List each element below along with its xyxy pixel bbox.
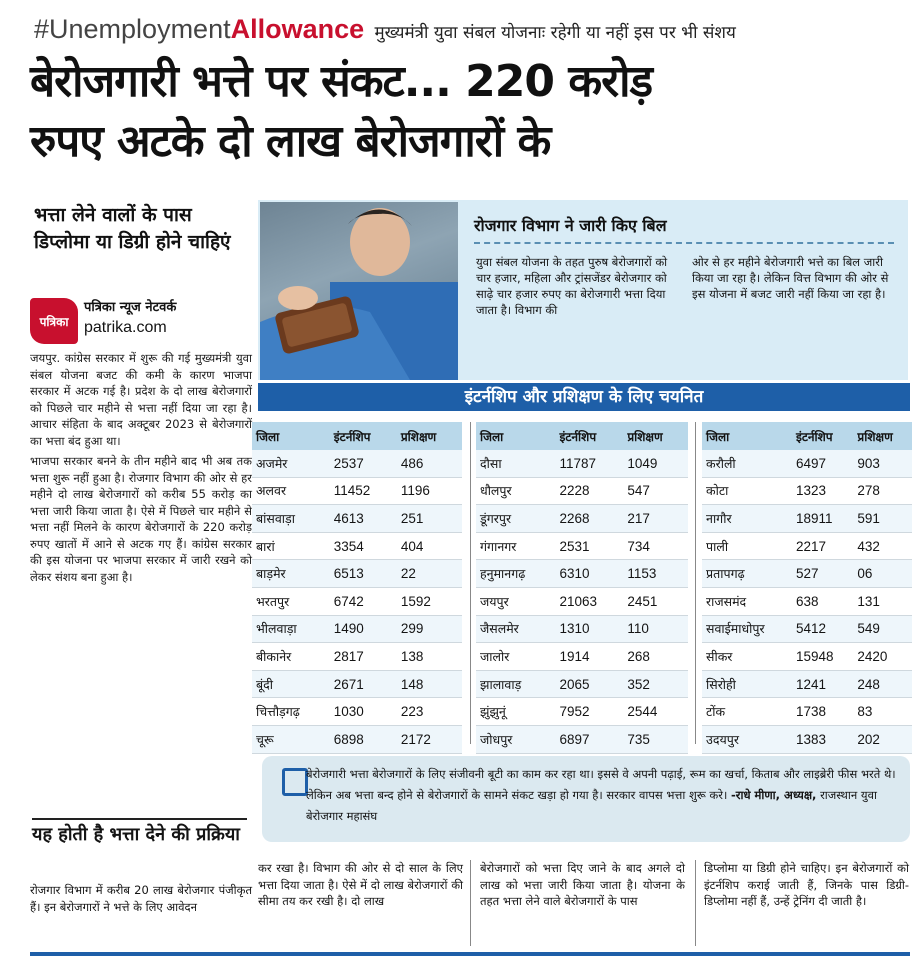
district-table-3	[702, 422, 912, 754]
table-header-row	[476, 422, 688, 450]
training-count: 1592	[397, 587, 462, 615]
district-name: भीलवाड़ा	[252, 615, 330, 643]
district-name: डूंगरपुर	[476, 505, 555, 533]
internship-count: 3354	[330, 532, 397, 560]
district-name: गंगानगर	[476, 532, 555, 560]
table-row	[252, 560, 462, 588]
hashtag	[34, 14, 364, 44]
table-row	[702, 587, 912, 615]
internship-count: 1383	[792, 725, 853, 753]
table-row	[702, 505, 912, 533]
internship-count: 2268	[555, 505, 623, 533]
district-name: अलवर	[252, 477, 330, 505]
training-count: 223	[397, 698, 462, 726]
info-box-title: रोजगार विभाग ने जारी किए बिल	[474, 214, 894, 244]
quote-text	[306, 764, 902, 827]
kicker-line	[34, 14, 914, 48]
table-row	[252, 643, 462, 671]
internship-count: 21063	[555, 587, 623, 615]
table-row	[702, 560, 912, 588]
table-row	[252, 477, 462, 505]
training-count: 1049	[623, 450, 688, 477]
district-name: भरतपुर	[252, 587, 330, 615]
district-name: अजमेर	[252, 450, 330, 477]
internship-count: 6310	[555, 560, 623, 588]
column-header: प्रशिक्षण	[397, 422, 462, 450]
table-row	[702, 532, 912, 560]
table-row	[476, 505, 688, 533]
bottom-divider	[695, 860, 696, 946]
training-count: 1153	[623, 560, 688, 588]
table-row	[476, 725, 688, 753]
training-count: 202	[853, 725, 912, 753]
district-name: सीकर	[702, 643, 792, 671]
training-count: 2451	[623, 587, 688, 615]
table-row	[252, 725, 462, 753]
district-name: सिरोही	[702, 670, 792, 698]
paragraph-2: भाजपा सरकार बनने के तीन महीने बाद भी अब तक भत्ता शुरू नहीं हुआ है। रोजगार विभाग की ओर से हर महीने दो लाख बेरोजगारों को करीब 55 करोड़ का भत्ता जारी किया जाता है। ऐसे में पिछले चार महीने से भत्ता नहीं मिलने के कारण बेरोजगारों के 220 करोड़ रुपए खातों में आने से अटक गए हैं। कांग्रेस सरकार की इस योजना पर भाजपा सरकार में जारी रखने को लेकर संशय बना हुआ है।	[30, 454, 252, 584]
column-header: जिला	[702, 422, 792, 450]
district-name: जयपुर	[476, 587, 555, 615]
table-row	[476, 670, 688, 698]
bottom-divider	[470, 860, 471, 946]
man-with-empty-wallet-photo	[260, 202, 458, 380]
training-count: 352	[623, 670, 688, 698]
kicker-text: मुख्यमंत्री युवा संबल योजनाः रहेगी या नहीं इस पर भी संशय	[374, 23, 736, 43]
training-count: 278	[853, 477, 912, 505]
table-row	[476, 532, 688, 560]
internship-count: 1914	[555, 643, 623, 671]
internship-count: 2217	[792, 532, 853, 560]
internship-count: 11787	[555, 450, 623, 477]
table-row	[476, 643, 688, 671]
internship-count: 2671	[330, 670, 397, 698]
hashtag-suffix: Allowance	[230, 14, 365, 44]
district-name: बाड़मेर	[252, 560, 330, 588]
internship-count: 1738	[792, 698, 853, 726]
district-name: पाली	[702, 532, 792, 560]
byline	[84, 298, 254, 338]
table-row	[476, 450, 688, 477]
internship-count: 2065	[555, 670, 623, 698]
paragraph-1: जयपुर. कांग्रेस सरकार में शुरू की गई मुख्यमंत्री युवा संबल योजना बजट की कमी के कारण भाजपा सरकार में अटक गई है। प्रदेश के दो लाख बेरोजगारों को पिछले चार महीने से भत्ता नहीं दिया जा रहा है। आचार संहिता के बाद अक्टूबर 2023 से बेरोजगारों का भत्ता बंद हुआ था।	[30, 351, 252, 448]
table-row	[476, 698, 688, 726]
hashtag-prefix: #Unemployment	[34, 14, 231, 44]
district-name: दौसा	[476, 450, 555, 477]
internship-count: 15948	[792, 643, 853, 671]
district-name: टोंक	[702, 698, 792, 726]
district-name: करौली	[702, 450, 792, 477]
district-name: बांसवाड़ा	[252, 505, 330, 533]
training-count: 734	[623, 532, 688, 560]
column-divider	[695, 422, 696, 744]
training-count: 549	[853, 615, 912, 643]
column-header: इंटर्नशिप	[330, 422, 397, 450]
district-name: बीकानेर	[252, 643, 330, 671]
column-header: प्रशिक्षण	[623, 422, 688, 450]
table-row	[252, 698, 462, 726]
headline-line-1: बेरोजगारी भत्ते पर संकट... 220 करोड़	[30, 56, 653, 107]
patrika-logo: पत्रिका	[30, 298, 78, 344]
process-subhead: यह होती है भत्ता देने की प्रक्रिया	[32, 818, 247, 847]
column-header: जिला	[252, 422, 330, 450]
table-row	[702, 725, 912, 753]
table-row	[252, 532, 462, 560]
quote-org: राजस्थान युवा बेरोजगार महासंघ	[306, 788, 877, 823]
table-row	[476, 477, 688, 505]
table-band-title: इंटर्नशिप और प्रशिक्षण के लिए चयनित	[258, 383, 910, 411]
info-box-text-2: ओर से हर महीने बेरोजगारी भत्ते का बिल जारी किया जा रहा है। लेकिन वित्त विभाग की ओर से इस योजना में बजट जारी नहीं किया जा रहा है।	[692, 255, 889, 301]
internship-count: 6742	[330, 587, 397, 615]
internship-count: 1323	[792, 477, 853, 505]
bottom-column-3: डिप्लोमा या डिग्री होने चाहिए। इन बेरोजगारों को इंटर्नशिप कराई जाती हैं, जिनके पास डिग्री-डिप्लोमा नहीं हैं, उन्हें ट्रेनिंग दी जाती है।	[704, 861, 909, 908]
table-row	[252, 615, 462, 643]
district-table-2	[476, 422, 688, 754]
quote-body: बेरोजगारी भत्ता बेरोजगारों के लिए संजीवनी बूटी का काम कर रहा था। इससे वे अपनी पढ़ाई, रूम का खर्चा, किताब और लाइब्रेरी फीस भरते थे। लेकिन अब भत्ता बन्द होने से बेरोजगारों के सामने संकट खड़ा हो गया है। सरकार वापस भत्ता शुरू करे।	[306, 767, 896, 802]
training-count: 06	[853, 560, 912, 588]
column-header: प्रशिक्षण	[853, 422, 912, 450]
column-header: जिला	[476, 422, 555, 450]
district-name: बारां	[252, 532, 330, 560]
table-row	[476, 560, 688, 588]
district-table-1	[252, 422, 462, 754]
internship-count: 7952	[555, 698, 623, 726]
table-row	[702, 698, 912, 726]
info-box-text-1: युवा संबल योजना के तहत पुरुष बेरोजगारों को चार हजार, महिला और ट्रांसजेंडर बेरोजगार को साढ़े चार हजार रुपए का बेरोजगारी भत्ता दिया जाता है। विभाग की	[476, 255, 668, 317]
training-count: 268	[623, 643, 688, 671]
table-row	[252, 587, 462, 615]
paragraph-3: रोजगार विभाग में करीब 20 लाख बेरोजगार पंजीकृत हैं। इन बेरोजगारों ने भत्ते के लिए आवेदन	[30, 883, 252, 914]
column-divider	[470, 422, 471, 744]
headline	[30, 52, 920, 172]
column-header: इंटर्नशिप	[555, 422, 623, 450]
internship-count: 6513	[330, 560, 397, 588]
site-link[interactable]: patrika.com	[84, 319, 167, 336]
table-row	[702, 477, 912, 505]
internship-count: 2817	[330, 643, 397, 671]
training-count: 2172	[397, 725, 462, 753]
district-name: राजसमंद	[702, 587, 792, 615]
internship-count: 11452	[330, 477, 397, 505]
bottom-column-2: बेरोजगारों को भत्ता दिए जाने के बाद अगले दो लाख को भत्ता जारी किया जाता है। योजना के तहत भत्ता लेने वाले बेरोजगारों के पास	[480, 861, 685, 908]
training-count: 735	[623, 725, 688, 753]
table-row	[252, 450, 462, 477]
internship-count: 1490	[330, 615, 397, 643]
district-name: चित्तौड़गढ़	[252, 698, 330, 726]
sidebar-subhead: भत्ता लेने वालों के पास डिप्लोमा या डिग्री होने चाहिएं	[34, 204, 231, 253]
training-count: 486	[397, 450, 462, 477]
training-count: 251	[397, 505, 462, 533]
internship-count: 1310	[555, 615, 623, 643]
internship-count: 2228	[555, 477, 623, 505]
internship-count: 5412	[792, 615, 853, 643]
district-name: झालावाड़	[476, 670, 555, 698]
photo-illustration	[260, 202, 458, 380]
table-row	[702, 615, 912, 643]
district-name: चूरू	[252, 725, 330, 753]
training-count: 131	[853, 587, 912, 615]
training-count: 299	[397, 615, 462, 643]
table-row	[476, 615, 688, 643]
district-name: उदयपुर	[702, 725, 792, 753]
district-name: हनुमानगढ़	[476, 560, 555, 588]
quote-icon	[282, 768, 308, 796]
district-name: प्रतापगढ़	[702, 560, 792, 588]
internship-count: 18911	[792, 505, 853, 533]
headline-line-2: रुपए अटके दो लाख बेरोजगारों के	[30, 116, 551, 167]
training-count: 591	[853, 505, 912, 533]
quote-attribution: -राधे मीणा, अध्यक्ष,	[730, 788, 817, 802]
table-row	[702, 643, 912, 671]
internship-count: 2531	[555, 532, 623, 560]
training-count: 248	[853, 670, 912, 698]
training-count: 22	[397, 560, 462, 588]
table-row	[702, 450, 912, 477]
district-name: झुंझुनूं	[476, 698, 555, 726]
table-row	[252, 670, 462, 698]
table-row	[252, 505, 462, 533]
district-name: जैसलमेर	[476, 615, 555, 643]
district-name: जालोर	[476, 643, 555, 671]
internship-count: 638	[792, 587, 853, 615]
internship-count: 4613	[330, 505, 397, 533]
internship-count: 1241	[792, 670, 853, 698]
internship-count: 1030	[330, 698, 397, 726]
training-count: 2420	[853, 643, 912, 671]
training-count: 547	[623, 477, 688, 505]
internship-count: 6497	[792, 450, 853, 477]
left-column-body	[30, 350, 252, 589]
page-bottom-rule	[30, 952, 910, 956]
training-count: 903	[853, 450, 912, 477]
district-name: नागौर	[702, 505, 792, 533]
internship-count: 6897	[555, 725, 623, 753]
table-header-row	[702, 422, 912, 450]
bottom-column-1: कर रखा है। विभाग की ओर से दो साल के लिए भत्ता दिया जाता है। ऐसे में दो लाख बेरोजगारों की सीमा तय कर रखी है। दो लाख	[258, 861, 463, 908]
district-name: धौलपुर	[476, 477, 555, 505]
district-name: सवाईमाधोपुर	[702, 615, 792, 643]
district-name: जोधपुर	[476, 725, 555, 753]
internship-count: 527	[792, 560, 853, 588]
training-count: 148	[397, 670, 462, 698]
training-count: 83	[853, 698, 912, 726]
internship-count: 2537	[330, 450, 397, 477]
training-count: 217	[623, 505, 688, 533]
column-header: इंटर्नशिप	[792, 422, 853, 450]
training-count: 404	[397, 532, 462, 560]
internship-count: 6898	[330, 725, 397, 753]
training-count: 2544	[623, 698, 688, 726]
district-name: कोटा	[702, 477, 792, 505]
network-name: पत्रिका न्यूज नेटवर्क	[84, 300, 177, 315]
table-header-row	[252, 422, 462, 450]
training-count: 138	[397, 643, 462, 671]
table-row	[702, 670, 912, 698]
training-count: 110	[623, 615, 688, 643]
training-count: 432	[853, 532, 912, 560]
table-row	[476, 587, 688, 615]
training-count: 1196	[397, 477, 462, 505]
district-name: बूंदी	[252, 670, 330, 698]
